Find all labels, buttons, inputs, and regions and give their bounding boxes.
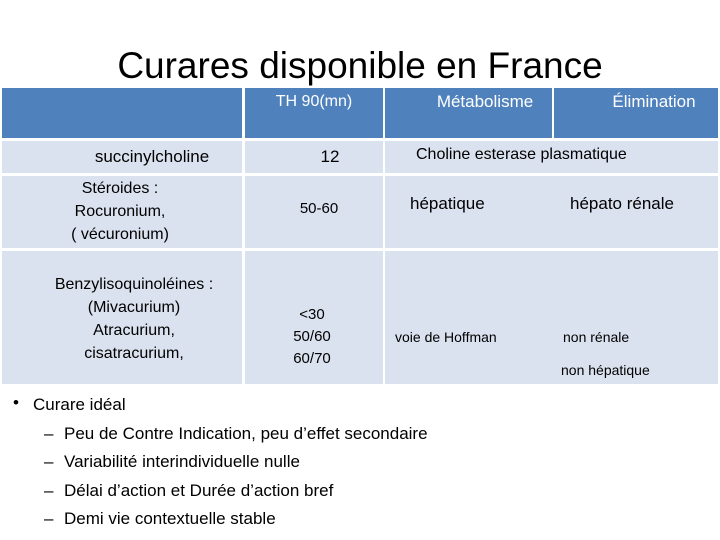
sub-bullet-dash: – [44, 452, 54, 471]
row2-metabolisme: hépatique [410, 194, 485, 213]
sub-bullet-item: Délai d’action et Durée d’action bref [64, 481, 334, 500]
bullet-main: Curare idéal [33, 395, 126, 414]
row3-th-line-2: 60/70 [293, 350, 331, 367]
row2-drug-line-1: Rocuronium, [74, 203, 166, 220]
row3-drug-line-2: Atracurium, [93, 322, 175, 339]
page-title: Curares disponible en France [117, 45, 603, 86]
row1-metabolisme-elimination: Choline esterase plasmatique [416, 146, 627, 163]
row3-drug-line-3: cisatracurium, [84, 345, 184, 362]
row2-drug-line-0: Stéroides : [81, 180, 159, 197]
sub-bullet-item: Variabilité interindividuelle nulle [64, 452, 300, 471]
sub-bullet-item: Peu de Contre Indication, peu d’effet secondaire [64, 424, 428, 443]
row3-elimination-line-0: non rénale [563, 329, 630, 345]
row2-th: 50-60 [299, 200, 339, 217]
sub-bullet-dash: – [44, 509, 54, 528]
header-th: TH 90(mn) [275, 93, 353, 110]
row1-th: 12 [320, 147, 340, 166]
row3-drug-line-1: (Mivacurium) [87, 299, 181, 316]
sub-bullet-dash: – [44, 424, 54, 443]
row3-drug-line-0: Benzylisoquinoléines : [54, 276, 214, 293]
bullet-symbol: • [13, 393, 19, 412]
header-metabolisme: Métabolisme [436, 92, 534, 111]
sub-bullet-item: Demi vie contextuelle stable [64, 509, 276, 528]
sub-bullet-dash: – [44, 481, 54, 500]
row3-drug-cell [2, 251, 242, 384]
row3-th-line-1: 50/60 [293, 328, 331, 345]
row1-drug: succinylcholine [94, 147, 210, 166]
row3-metabolisme: voie de Hoffman [395, 329, 497, 345]
row2-elimination: hépato rénale [570, 194, 674, 213]
row2-drug-line-2: ( vécuronium) [71, 226, 169, 243]
header-elimination: Élimination [612, 92, 696, 111]
row3-metabolisme-cell [385, 251, 718, 384]
header-cell-empty [2, 88, 242, 138]
row3-elimination-line-1: non hépatique [561, 362, 650, 378]
row3-th-line-0: <30 [299, 306, 325, 323]
